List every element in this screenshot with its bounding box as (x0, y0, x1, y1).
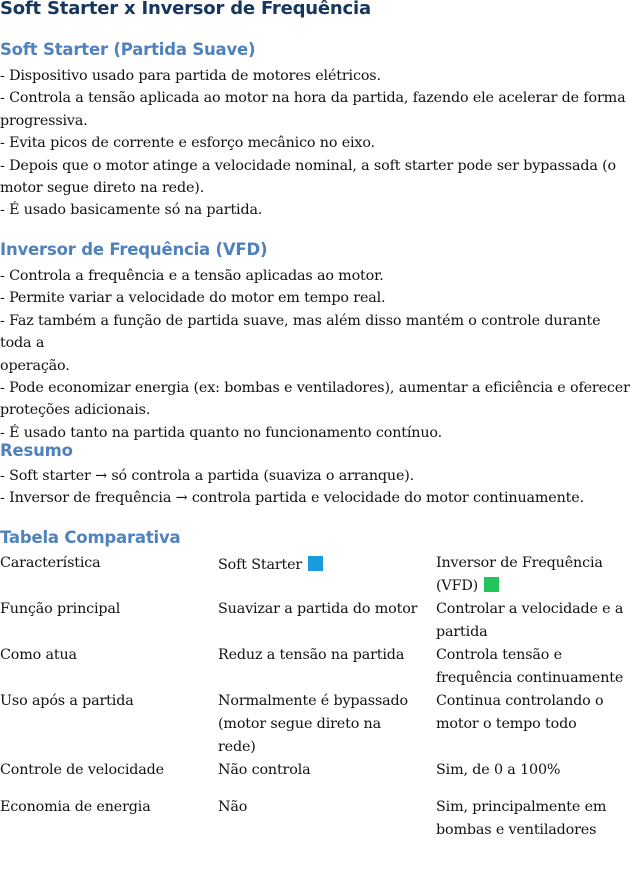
section-body-resumo (0, 465, 636, 510)
header-label: Soft Starter (218, 557, 303, 573)
text-line: - Controla a frequência e a tensão aplicadas ao motor. (0, 268, 384, 284)
table-row (0, 598, 640, 644)
cell-line: Controla tensão e (436, 647, 562, 663)
table-cell (436, 598, 640, 644)
cell-line: frequência continuamente (436, 670, 624, 686)
cell-line: Sim, de 0 a 100% (436, 762, 561, 778)
header-label: Inversor de Frequência (436, 555, 603, 571)
cell-line: Sim, principalmente em (436, 799, 607, 815)
cell-line: Normalmente é bypassado (218, 693, 408, 709)
cell-line: partida (436, 624, 488, 640)
text-line: operação. (0, 357, 70, 374)
text-line: - Faz também a função de partida suave, mas além disso mantém o controle durante toda a (0, 312, 601, 352)
table-cell (218, 690, 436, 759)
table-cell: Como atua (0, 647, 77, 663)
green-square-icon (484, 577, 499, 592)
section-body-inversor (0, 265, 636, 444)
table-cell (218, 796, 436, 842)
table-cell: Uso após a partida (0, 693, 134, 709)
table-cell (436, 644, 640, 690)
cell-line: (motor segue direto na (218, 716, 381, 732)
header-label: Característica (0, 555, 101, 571)
text-line: progressiva. (0, 112, 88, 129)
text-line: - Inversor de frequência → controla partida e velocidade do motor continuamente. (0, 490, 584, 507)
text-line: - Pode economizar energia (ex: bombas e ventiladores), aumentar a eficiência e oferecer (0, 380, 630, 397)
table-cell (218, 598, 436, 644)
text-line: - Controla a tensão aplicada ao motor na hora da partida, fazendo ele acelerar de forma (0, 90, 626, 107)
section-heading-resumo: Resumo (0, 441, 73, 460)
table-row (0, 644, 640, 690)
section-heading-tabela: Tabela Comparativa (0, 528, 181, 547)
text-line: - Permite variar a velocidade do motor em tempo real. (0, 290, 386, 307)
table-row (0, 796, 640, 842)
text-line: - Depois que o motor atinge a velocidade nominal, a soft starter pode ser bypassada (o (0, 157, 616, 174)
cell-line: Reduz a tensão na partida (218, 647, 405, 663)
section-body-soft-starter (0, 65, 636, 222)
table-cell (218, 644, 436, 690)
cell-line: bombas e ventiladores (436, 822, 597, 838)
text-line: - É usado basicamente só na partida. (0, 202, 263, 219)
table-cell (218, 759, 436, 796)
table-cell: Economia de energia (0, 799, 151, 815)
text-line: - É usado tanto na partida quanto no funcionamento contínuo. (0, 424, 442, 441)
comparison-table (0, 552, 640, 842)
blue-square-icon (308, 556, 323, 571)
text-line: - Soft starter → só controla a partida (suaviza o arranque). (0, 468, 415, 484)
table-row (0, 759, 640, 796)
cell-line: rede) (218, 739, 256, 755)
cell-line: Controlar a velocidade e a (436, 601, 624, 617)
table-cell (436, 759, 640, 796)
text-line: proteções adicionais. (0, 402, 151, 419)
cell-line: Não (218, 799, 248, 815)
table-cell (436, 690, 640, 759)
table-header-row (0, 552, 640, 598)
section-heading-inversor: Inversor de Frequência (VFD) (0, 240, 268, 259)
section-heading-soft-starter: Soft Starter (Partida Suave) (0, 40, 256, 59)
text-line: motor segue direto na rede). (0, 180, 205, 197)
text-line: - Evita picos de corrente e esforço mecânico no eixo. (0, 135, 375, 152)
text-line: - Dispositivo usado para partida de motores elétricos. (0, 68, 381, 84)
table-cell: Função principal (0, 601, 121, 617)
document-title: Soft Starter x Inversor de Frequência (0, 0, 371, 19)
table-header-cell (436, 552, 640, 598)
header-label: (VFD) (436, 578, 479, 594)
table-row (0, 690, 640, 759)
cell-line: motor o tempo todo (436, 716, 577, 732)
cell-line: Suavizar a partida do motor (218, 601, 418, 617)
cell-line: Continua controlando o (436, 693, 604, 709)
table-cell (436, 796, 640, 842)
table-header-cell (0, 552, 218, 598)
cell-line: Não controla (218, 762, 311, 778)
table-cell: Controle de velocidade (0, 762, 164, 778)
table-header-cell (218, 552, 436, 598)
